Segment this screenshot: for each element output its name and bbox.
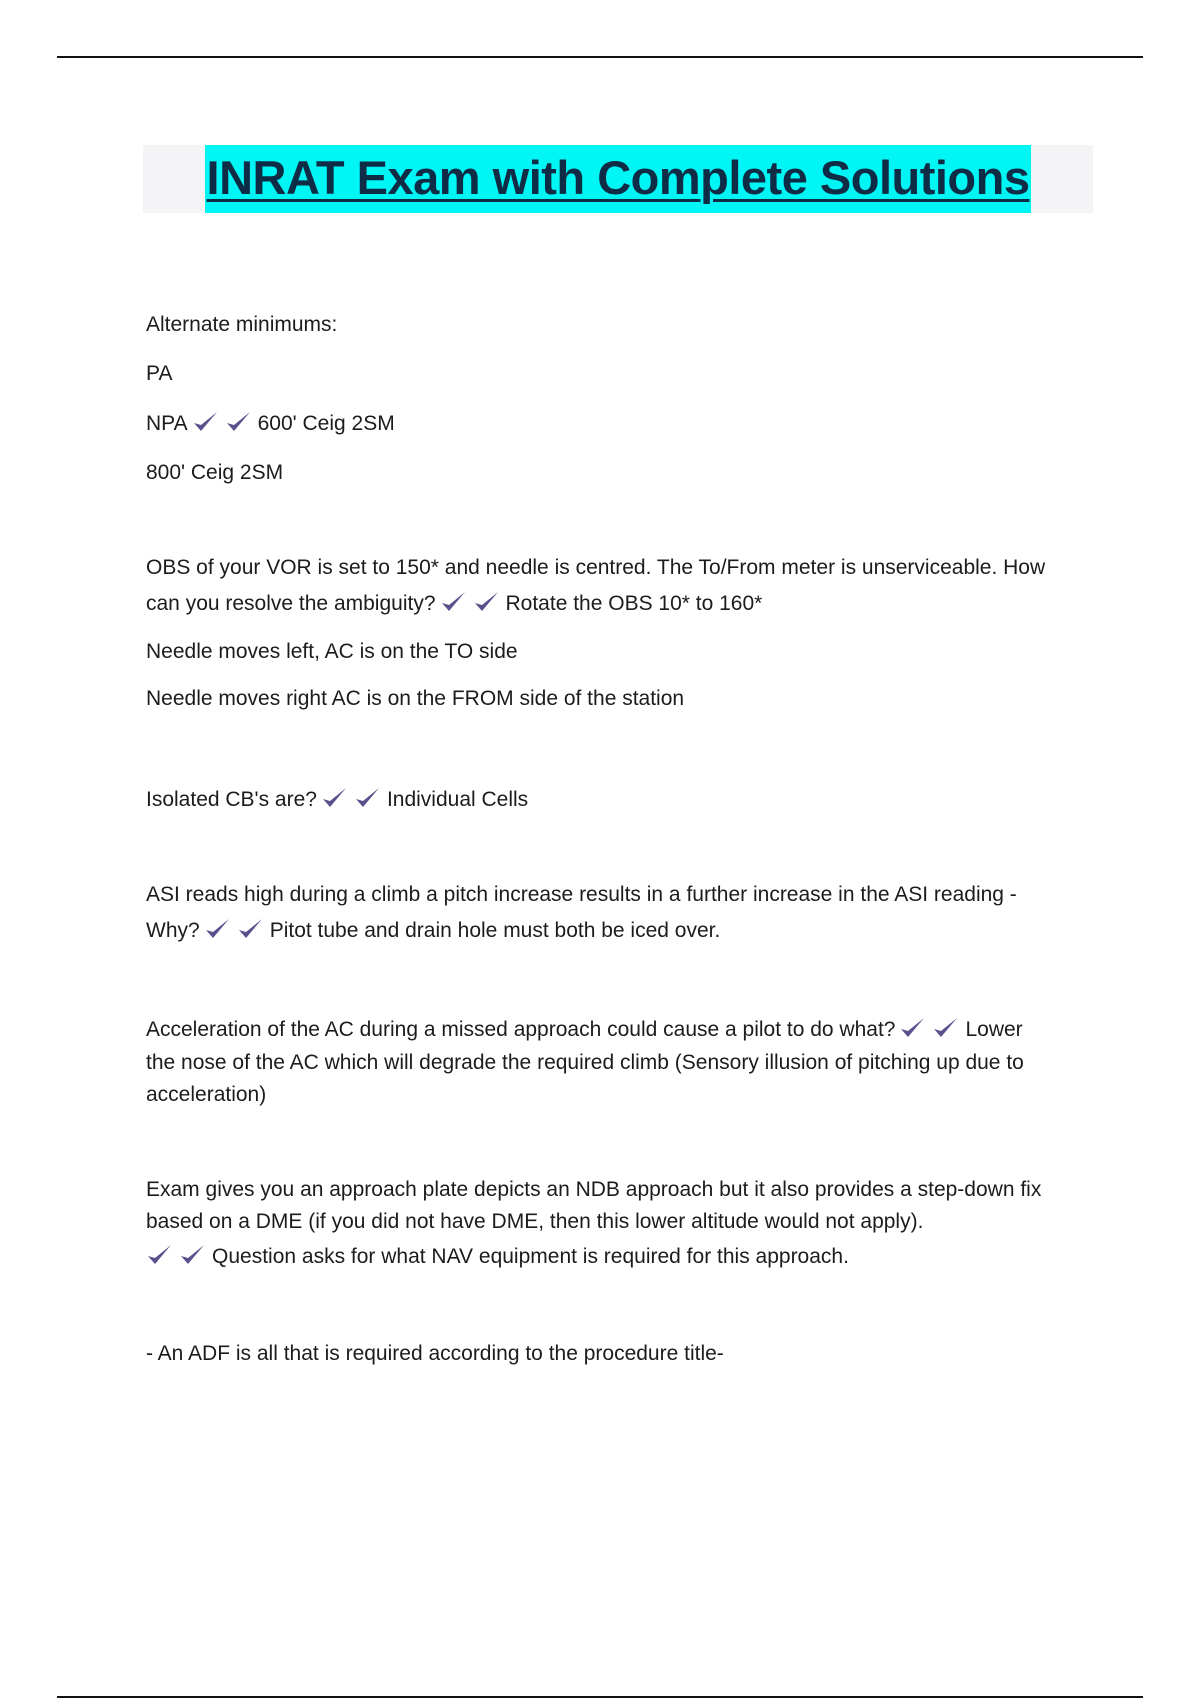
q1-question: Alternate minimums:	[146, 313, 338, 336]
q3-line	[146, 783, 1086, 816]
q5-question-line	[146, 1013, 1086, 1046]
bottom-rule	[57, 1696, 1143, 1698]
q5-answer-line3: acceleration)	[146, 1083, 267, 1106]
q4-answer: Pitot tube and drain hole must both be iced over.	[269, 919, 721, 942]
q2-question-tail: can you resolve the ambiguity?	[146, 592, 436, 615]
q5-answer-line2: the nose of the AC which will degrade the required climb (Sensory illusion of pitching up due to	[146, 1051, 1024, 1074]
check-mark-icon	[473, 590, 500, 614]
q2-question-line2	[146, 587, 1086, 620]
q5-question: Acceleration of the AC during a missed approach could cause a pilot to do what?	[146, 1018, 896, 1041]
q4-question-line2	[146, 914, 1086, 947]
q1-line-4: 800' Ceig 2SM	[146, 461, 284, 484]
check-mark-icon	[146, 1243, 173, 1267]
q1-npa-label: NPA	[146, 412, 188, 435]
q4-question-tail: Why?	[146, 919, 200, 942]
q5-answer-start: Lower	[965, 1018, 1023, 1041]
q2-detail-2: Needle moves right AC is on the FROM side of the station	[146, 687, 685, 710]
q6-question-line1: Exam gives you an approach plate depicts an NDB approach but it also provides a step-down fix	[146, 1178, 1042, 1201]
q2-answer: Rotate the OBS 10* to 160*	[505, 592, 763, 615]
q2-detail-1: Needle moves left, AC is on the TO side	[146, 640, 518, 663]
check-mark-icon	[354, 786, 381, 810]
q4-question-line1: ASI reads high during a climb a pitch increase results in a further increase in the ASI reading -	[146, 883, 1017, 906]
check-mark-icon	[225, 410, 252, 434]
title-band	[143, 145, 1093, 213]
check-mark-icon	[192, 410, 219, 434]
q1-line-pa: PA	[146, 362, 173, 385]
q1-line-npa	[146, 407, 1086, 440]
q6-detail-1: - An ADF is all that is required according to the procedure title-	[146, 1342, 724, 1365]
check-mark-icon	[899, 1016, 926, 1040]
top-rule	[57, 56, 1143, 58]
q6-answer-line	[146, 1240, 1086, 1273]
document-title: INRAT Exam with Complete Solutions	[205, 145, 1032, 213]
q6-answer: Question asks for what NAV equipment is required for this approach.	[212, 1245, 849, 1268]
q3-answer: Individual Cells	[386, 788, 529, 811]
check-mark-icon	[440, 590, 467, 614]
q2-question-line1: OBS of your VOR is set to 150* and needle is centred. The To/From meter is unserviceable. How	[146, 556, 1046, 579]
check-mark-icon	[179, 1243, 206, 1267]
check-mark-icon	[932, 1016, 959, 1040]
check-mark-icon	[237, 917, 264, 941]
q3-question: Isolated CB's are?	[146, 788, 317, 811]
q1-answer: 600' Ceig 2SM	[257, 412, 395, 435]
q6-question-line2: based on a DME (if you did not have DME, then this lower altitude would not apply).	[146, 1210, 924, 1233]
check-mark-icon	[204, 917, 231, 941]
check-mark-icon	[321, 786, 348, 810]
